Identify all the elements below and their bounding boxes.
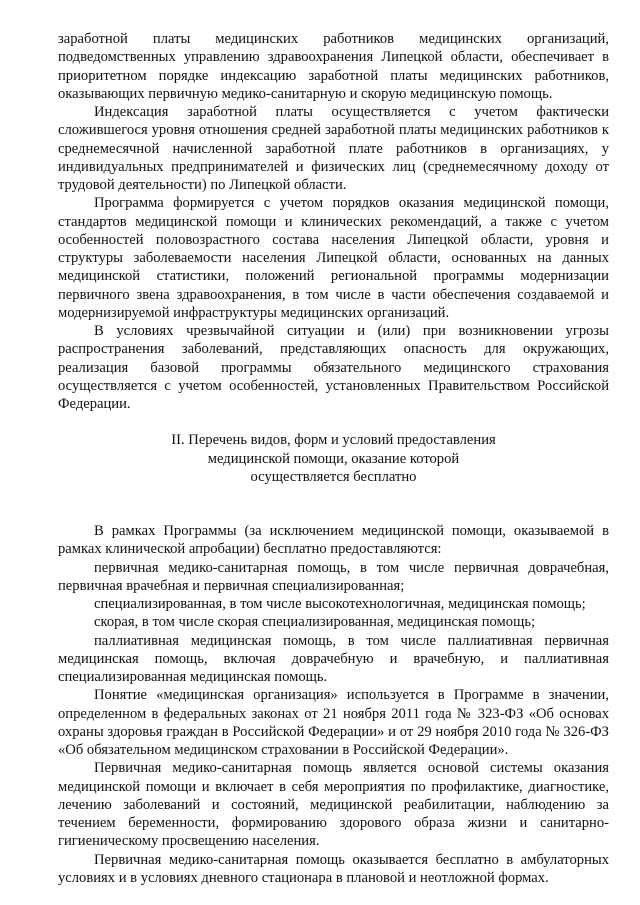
paragraph-salary-indexation-continued: заработной платы медицинских работников медицинских организаций, подведомственных управлению здравоохранения Липецкой области, обеспечивает в приоритетном порядке индексацию заработной платы медицинских работников, оказывающих первичную медико-санитарную и скорую медицинскую помощь. (58, 31, 609, 102)
paragraph-medical-organization-definition: Понятие «медицинская организация» используется в Программе в значении, определенном в федеральных законах от 21 ноября 2011 года № 323-ФЗ «Об основах охраны здоровья граждан в Российской Федерации» и от 29 ноября 2010 года № 326-ФЗ «Об обязательном медицинском страховании в Российской Федерации». (58, 687, 609, 758)
document-page (58, 30, 609, 887)
paragraph-primary-care-basis: Первичная медико-санитарная помощь является основой системы оказания медицинской помощи и включает в себя мероприятия по профилактике, диагностике, лечению заболеваний и состояний, медицинской реабилитации, наблюдению за течением беременности, формированию здорового образа жизни и санитарно-гигиеническому просвещению населения. (58, 760, 609, 850)
section-title-line-1: II. Перечень видов, форм и условий предоставления (171, 432, 496, 449)
paragraph-program-formation: Программа формируется с учетом порядков оказания медицинской помощи, стандартов медицинской помощи и клинических рекомендаций, а также с учетом особенностей половозрастного состава населения Липецкой области, уровня и структуры заболеваемости населения Липецкой области, основанных на данных медицинской статистики, положений региональной программы модернизации первичного звена здравоохранения, в том числе в части обеспечения создаваемой и модернизируемой инфраструктуры медицинских организаций. (58, 195, 609, 321)
section-title (58, 431, 609, 486)
section-title-line-2: медицинской помощи, оказание которой (207, 450, 460, 467)
paragraph-emergency-conditions: В условиях чрезвычайной ситуации и (или) при возникновении угрозы распространения заболеваний, представляющих опасность для окружающих, реализация базовой программы обязательного медицинского страхования осуществляется с учетом особенностей, установленных Правительством Российской Федерации. (58, 323, 609, 412)
list-item-emergency-care: скорая, в том числе скорая специализированная, медицинская помощь; (94, 614, 536, 631)
section-title-line-3: осуществляется бесплатно (250, 468, 417, 485)
paragraph-free-services-intro: В рамках Программы (за исключением медицинской помощи, оказываемой в рамках клинической апробации) бесплатно предоставляются: (58, 523, 609, 558)
list-item-primary-care: первичная медико-санитарная помощь, в том числе первичная доврачебная, первичная врачебная и первичная специализированная; (58, 559, 609, 594)
paragraph-primary-care-conditions: Первичная медико-санитарная помощь оказывается бесплатно в амбулаторных условиях и в условиях дневного стационара в плановой и неотложной формах. (58, 851, 609, 886)
list-item-specialized-care: специализированная, в том числе высокотехнологичная, медицинская помощь; (94, 596, 586, 612)
list-item-palliative-care: паллиативная медицинская помощь, в том числе паллиативная первичная медицинская помощь, включая доврачебную и врачебную, и паллиативная специализированная медицинская помощь. (58, 632, 609, 685)
paragraph-indexation-conditions: Индексация заработной платы осуществляется с учетом фактически сложившегося уровня отношения средней заработной платы медицинских работников к среднемесячной начисленной заработной плате работников в организациях, у индивидуальных предпринимателей и физических лиц (среднемесячному доходу от трудовой деятельности) по Липецкой области. (58, 104, 609, 193)
